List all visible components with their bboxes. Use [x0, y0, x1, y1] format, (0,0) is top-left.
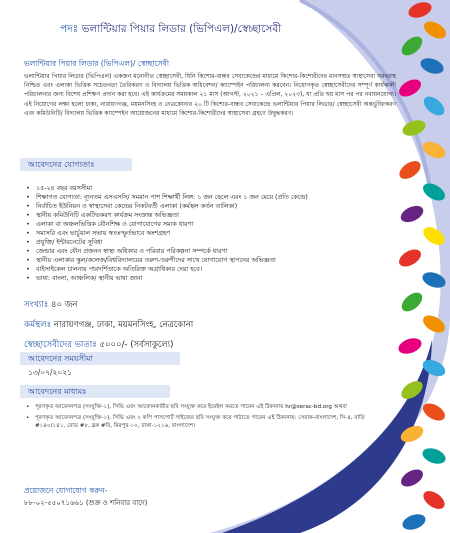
- count-label: সংখ্যাঃ: [24, 300, 49, 310]
- method-list: [26, 403, 386, 434]
- allowance: [24, 338, 173, 352]
- list-item: • ভাষা: বাংলা, আঞ্চলিক/ স্থানীয় ভাষা জানা: [26, 274, 396, 283]
- method-heading: আবেদনের মাধ্যমঃ: [20, 385, 170, 398]
- list-item: • পূরণকৃত আবেদনপত্র (সংযুক্তি-১), সিভি এবং আবেদনকারীর ছবি সংযুক্ত করে ইমেইল করতে পারেন এই ঠিকানায় hr@serac-bd.org অথবা: [26, 403, 386, 411]
- workplace-value: নারায়ণগঞ্জ, ঢাকা, ময়মনসিংহ, নেত্রকোনা: [53, 320, 194, 330]
- colorful-hands-decoration: [390, 0, 450, 533]
- list-item: • স্থানীয় এলাকার স্কুল/কলেজ/বিশ্ববিদ্যালয়ের তরুণ-তরুণীদের সাথে যোগাযোগ স্থাপনের অভিজ্ঞতা: [26, 256, 396, 265]
- job-description: ভলান্টিয়ার পিয়ার লিডার (ভিপিএল) একজন মনোনীত স্বেচ্ছাসেবী, যিনি কিশোর-বান্ধব সেবাকেন্দ্রের মাধ্যমে কিশোর-কিশোরীদের মানসম্মত স্বাস্থ্যসেবা সরবরাহ নিশ্চিত এবং এলাকা ভিত্তিক সচেতনতা তৈরিকরণ ও বিদ্যালয় ভিত্তিক অধিবেশন/ ক্যাম্পেইন পরিচালনা করবেন। নিয়োগকৃত স্বেচ্ছাসেবীদের সম্পূর্ণ কার্যকালী পরিচালনার জন্য বিশেষ প্রশিক্ষণ প্রদান করা হবে। এই কার্যক্রমের সময়কাল ২১ মাস (আগস্ট, ২০২১ – এপ্রিল, ২০২৩), যা প্রতি ছয় মাস পর পর নবায়নযোগ্য। এই নিয়োগের লক্ষ্য হলো ঢাকা, নারায়ণগঞ্জ, ময়মনসিংহ ও নেত্রকোনার ২০ টি কিশোর-বান্ধব সেবাকেন্দ্রে ভলান্টিয়ার পিয়ার লিডার/ স্বেচ্ছাসেবী অন্তর্ভুক্তিকরণ এবং কমিউনিটি/ বিদ্যালয় ভিত্তিক ক্যাম্পেইন আয়োজনের মাধ্যমে কিশোর-কিশোরীদের স্বাস্থ্যসেবা গ্রহণে উদ্বুদ্ধকরণ।: [24, 73, 396, 117]
- requirements-heading: আবেদনের যোগ্যতাঃ: [20, 158, 132, 171]
- list-item: • স্থানীয় কমিউনিটি একটিভকরণ কার্যক্রম সংক্রান্ত অভিজ্ঞতা: [26, 211, 396, 220]
- list-item: • পূরণকৃত আবেদনপত্র (সংযুক্তি-১), সিভি এবং ২ কপি পাসপোর্ট সাইজের ছবি সংযুক্ত করে পাঠাতে পারেন এই ঠিকানায়: সেরাক-বাংলাদেশ, সি-৪, বাড়ি #১৪০/১৪১, রোড #৮, ব্লক #বি, মিরপুর-১০, ঢাকা-১২১৬, বাংলাদেশ।: [26, 414, 386, 430]
- count-value: ৪০ জন: [51, 300, 78, 310]
- requirements-list: [26, 184, 396, 283]
- vacancy-count: [24, 298, 77, 312]
- position-name: ভলান্টিয়ার পিয়ার লিডার (ভিপিএল)/স্বেচ্ছাসেবী: [81, 23, 282, 35]
- workplace: [24, 318, 193, 332]
- deadline-heading: আবেদনের সময়সীমা: [20, 352, 180, 365]
- position-title: [60, 22, 281, 39]
- list-item: • শিক্ষাগত যোগ্যতা: ন্যূনতম এসএসসি/ সমমান পাশ শিক্ষার্থী লিঙ্গ: ১ জন ছেলে এবং ১ জন মেয়ে (প্রতি কেন্দ্রে): [26, 193, 396, 202]
- contact-label: প্রয়োজনে যোগাযোগ করুন-: [24, 486, 108, 495]
- list-item: • প্রযুক্তি/ ইন্টারনেটের সুবিধা: [26, 238, 396, 247]
- contact-phone: ৮৮-০২-৫৫০৭১৬৬১ (শুক্র ও শনিবার বাদে): [24, 499, 148, 507]
- section-title: ভলান্টিয়ার পিয়ার লিডার (ভিপিএল)/ স্বেচ্ছাসেবী: [24, 59, 169, 68]
- list-item: • ১৫-২৪ বছর বয়সসীমা: [26, 184, 396, 193]
- list-item: • বাইসাইকেল চালনায় পারদর্শিতাকে অতিরিক্ত অগ্রাধিকার দেয়া হবে।: [26, 265, 396, 274]
- deadline-value: ১৩/০৭/২০২১: [28, 368, 73, 377]
- list-item: • নির্বাচিত ইউনিয়ন ও স্বাস্থ্যসেবা কেন্দ্রের নিকটবর্তী এলাকা (কর্মস্থল কর্তন তালিকা): [26, 202, 396, 211]
- position-prefix: পদঃ: [60, 23, 79, 35]
- job-circular: [18, 0, 398, 533]
- list-item: • সমাসরি এবং ভার্চুয়াল সভায় স্বতঃস্ফূর্তভাবে অংশগ্রহণ: [26, 229, 396, 238]
- allowance-label: স্বেচ্ছাসেবীদের ভাতাঃ: [24, 340, 97, 350]
- workplace-label: কর্মস্থলঃ: [24, 320, 52, 330]
- list-item: • এলাকা বা অঞ্চলভিত্তিক যৌনশিক্ষ ও যোগাযোগের সম্যক ধারণা: [26, 220, 396, 229]
- list-item: • জেন্ডার এবং যৌন প্রজনন স্বাস্থ্য অধিকার ও পরিবার পরিকল্পনা সম্পর্কে ধারণা: [26, 247, 396, 256]
- allowance-value: ৫০০০/- (সর্বসাকুল্যে): [99, 340, 174, 350]
